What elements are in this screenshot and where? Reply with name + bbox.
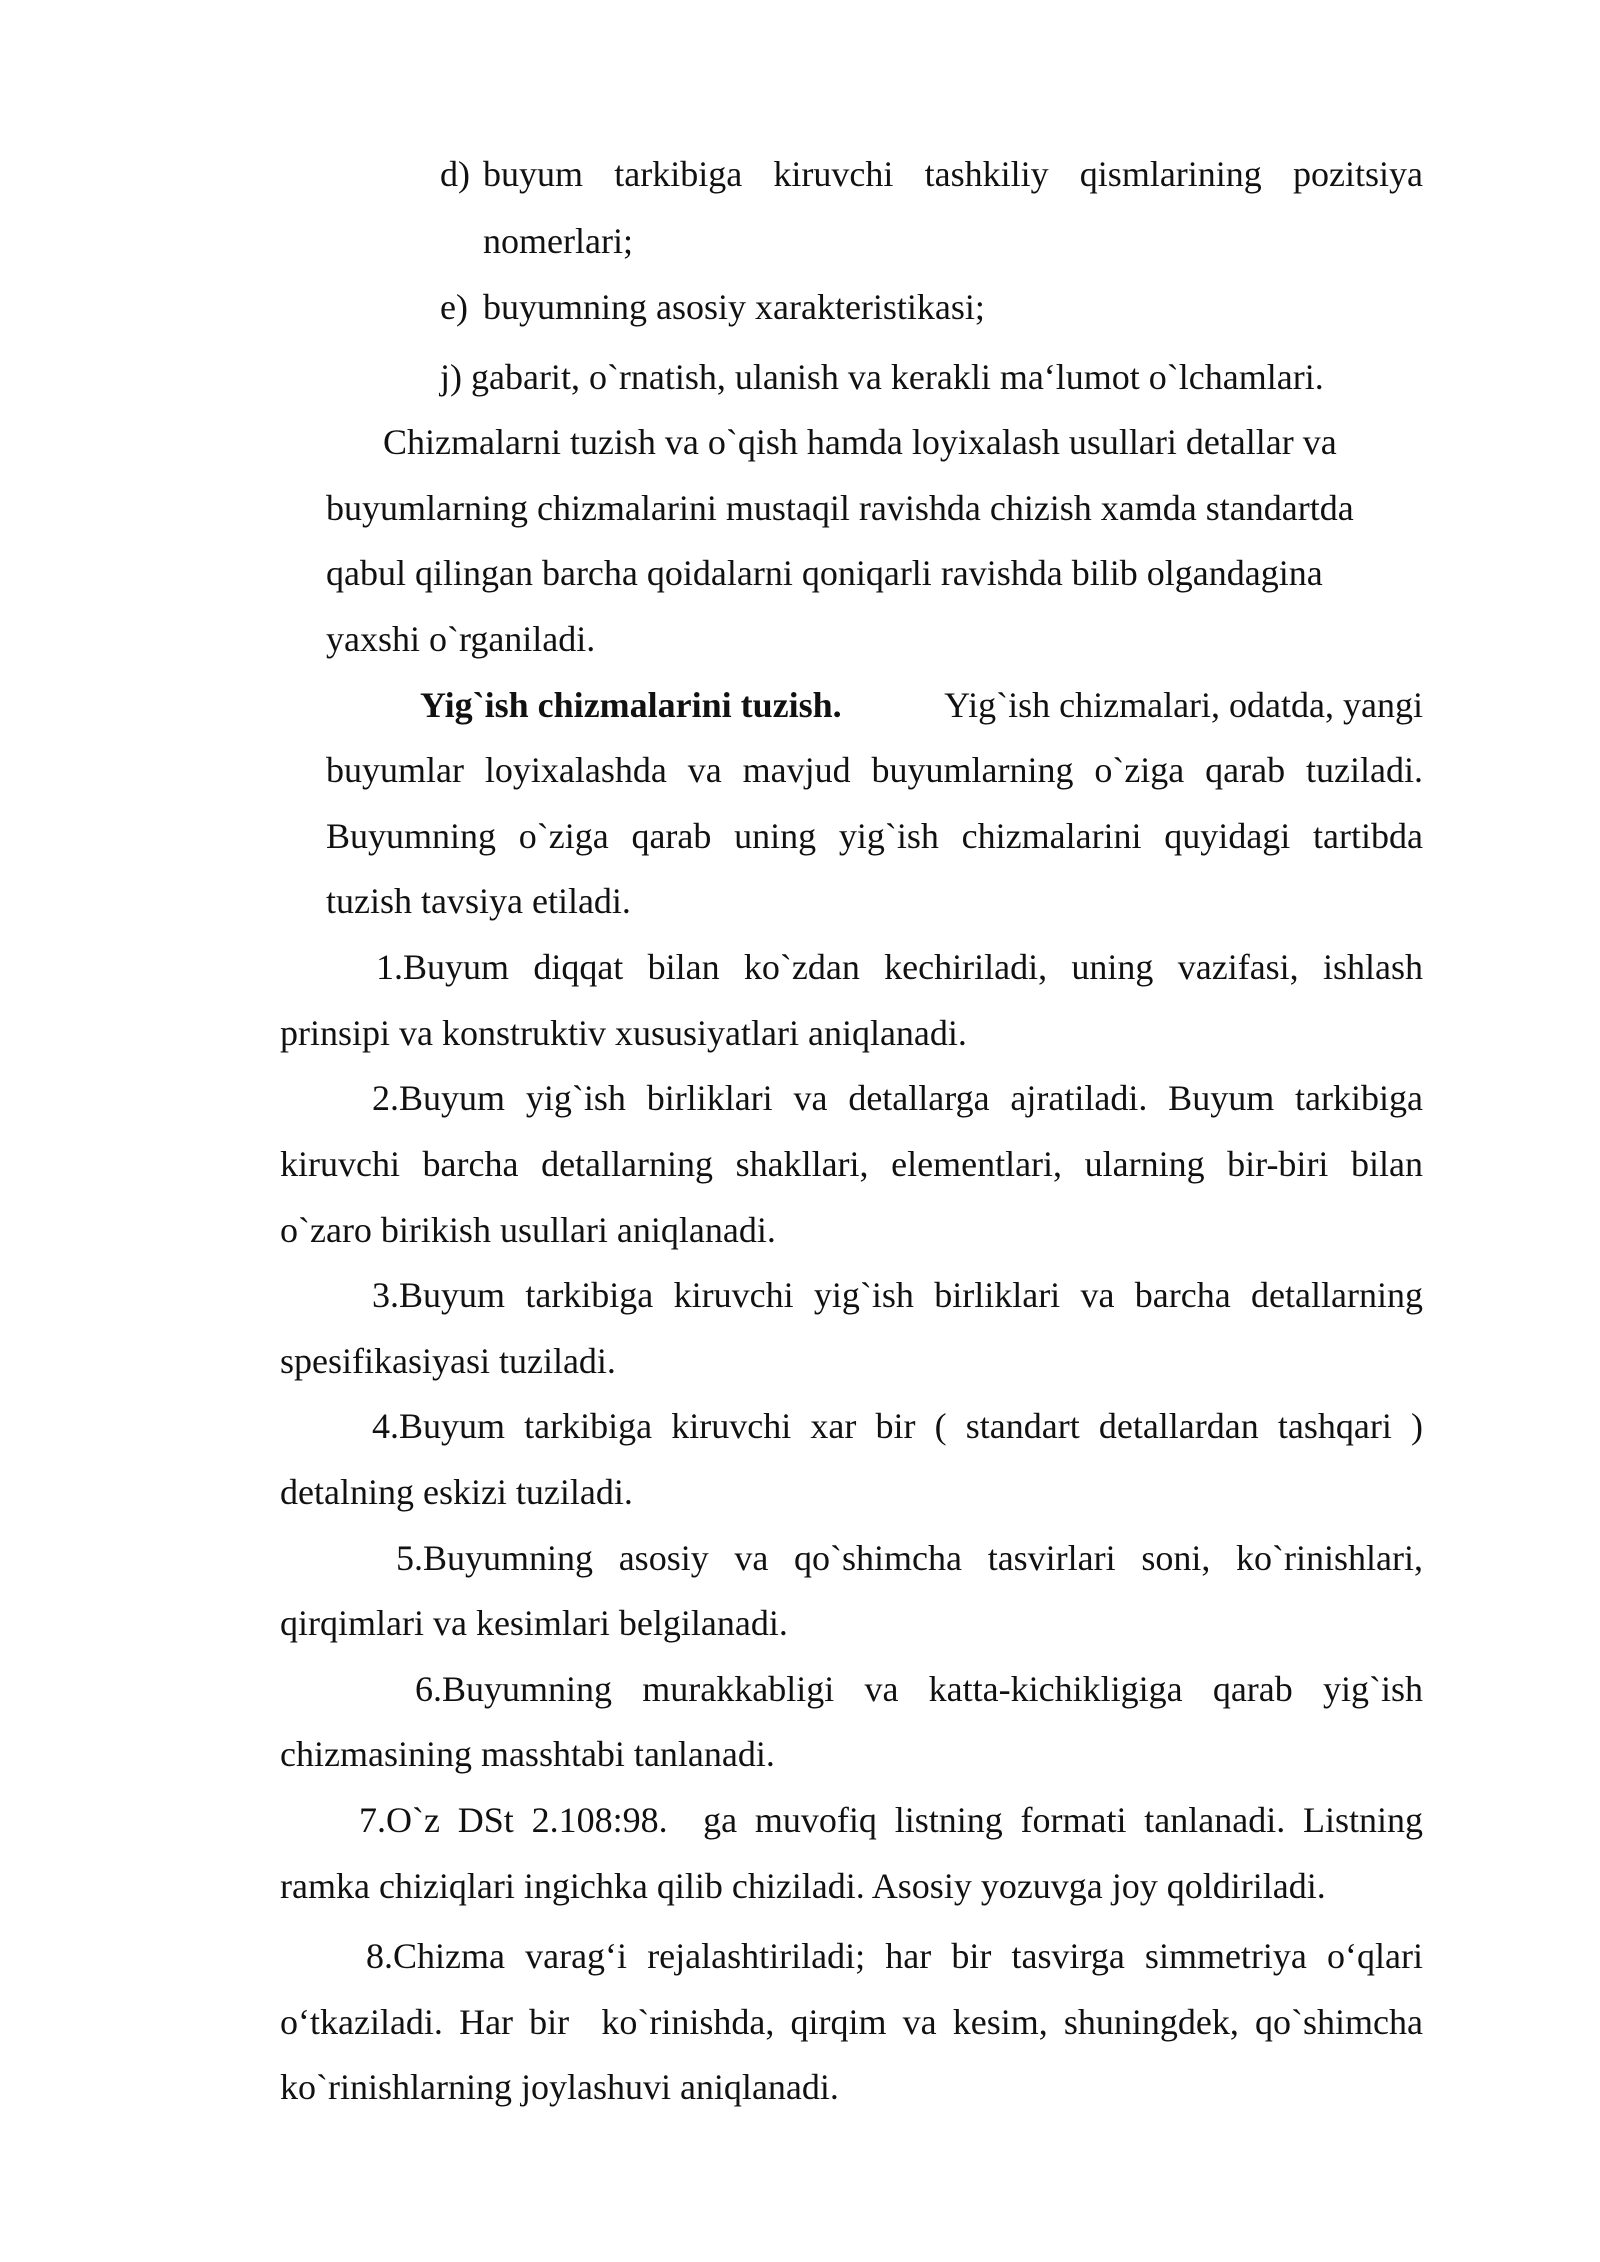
step-4-line-1: 4.Buyum tarkibiga kiruvchi xar bir ( standart detallardan tashqari ) — [372, 1406, 1423, 1446]
step-2-line-3: o`zaro birikish usullari aniqlanadi. — [280, 1210, 776, 1250]
step-5-line-1: 5.Buyumning asosiy va qo`shimcha tasvirlari soni, ko`rinishlari, — [396, 1538, 1423, 1578]
step-3-line-1: 3.Buyum tarkibiga kiruvchi yig`ish birliklari va barcha detallarning — [372, 1275, 1423, 1315]
step-7-line-1: 7.O`z DSt 2.108:98. ga muvofiq listning formati tanlanadi. Listning — [359, 1800, 1423, 1840]
list-item-d-line2: nomerlari; — [483, 221, 633, 261]
list-item-j: j) gabarit, o`rnatish, ulanish va kerakli ma‘lumot o`lchamlari. — [440, 357, 1324, 397]
section-first-line — [420, 681, 1423, 729]
list-item-d-line1: buyum tarkibiga kiruvchi tashkiliy qismlarining pozitsiya — [483, 154, 1423, 194]
step-3-line-2: spesifikasiyasi tuziladi. — [280, 1341, 616, 1381]
step-6-line-1: 6.Buyumning murakkabligi va katta-kichikligiga qarab yig`ish — [415, 1669, 1423, 1709]
step-1-line-2: prinsipi va konstruktiv xususiyatlari aniqlanadi. — [280, 1013, 967, 1053]
intro-line-4: yaxshi o`rganiladi. — [326, 619, 596, 659]
section-line1-rest: Yig`ish chizmalari, odatda, yangi — [944, 685, 1423, 725]
intro-line-1: Chizmalarni tuzish va o`qish hamda loyixalash usullari detallar va — [383, 422, 1337, 462]
step-2-line-2: kiruvchi barcha detallarning shakllari, elementlari, ularning bir-biri bilan — [280, 1144, 1423, 1184]
intro-line-2: buyumlarning chizmalarini mustaqil ravishda chizish xamda standartda — [326, 488, 1354, 528]
step-8-line-2: o‘tkaziladi. Har bir ko`rinishda, qirqim va kesim, shuningdek, qo`shimcha — [280, 2002, 1423, 2042]
step-2-line-1: 2.Buyum yig`ish birliklari va detallarga ajratiladi. Buyum tarkibiga — [372, 1078, 1423, 1118]
section-line-2: buyumlar loyixalashda va mavjud buyumlarning o`ziga qarab tuziladi. — [326, 750, 1423, 790]
step-1-line-1: 1.Buyum diqqat bilan ko`zdan kechiriladi, uning vazifasi, ishlash — [376, 947, 1423, 987]
step-5-line-2: qirqimlari va kesimlari belgilanadi. — [280, 1603, 788, 1643]
step-8-line-1: 8.Chizma varag‘i rejalashtiriladi; har bir tasvirga simmetriya o‘qlari — [366, 1936, 1423, 1976]
list-item-d-marker: d) — [440, 154, 470, 194]
list-item-e-marker: e) — [440, 287, 468, 327]
intro-line-3: qabul qilingan barcha qoidalarni qoniqarli ravishda bilib olgandagina — [326, 553, 1323, 593]
section-line-4: tuzish tavsiya etiladi. — [326, 881, 631, 921]
step-7-line-2: ramka chiziqlari ingichka qilib chiziladi. Asosiy yozuvga joy qoldiriladi. — [280, 1866, 1326, 1906]
section-line-3: Buyumning o`ziga qarab uning yig`ish chizmalarini quyidagi tartibda — [326, 816, 1423, 856]
step-4-line-2: detalning eskizi tuziladi. — [280, 1472, 633, 1512]
section-heading: Yig`ish chizmalarini tuzish. — [420, 685, 842, 725]
step-8-line-3: ko`rinishlarning joylashuvi aniqlanadi. — [280, 2067, 839, 2107]
step-6-line-2: chizmasining masshtabi tanlanadi. — [280, 1734, 775, 1774]
list-item-e-text: buyumning asosiy xarakteristikasi; — [483, 287, 985, 327]
